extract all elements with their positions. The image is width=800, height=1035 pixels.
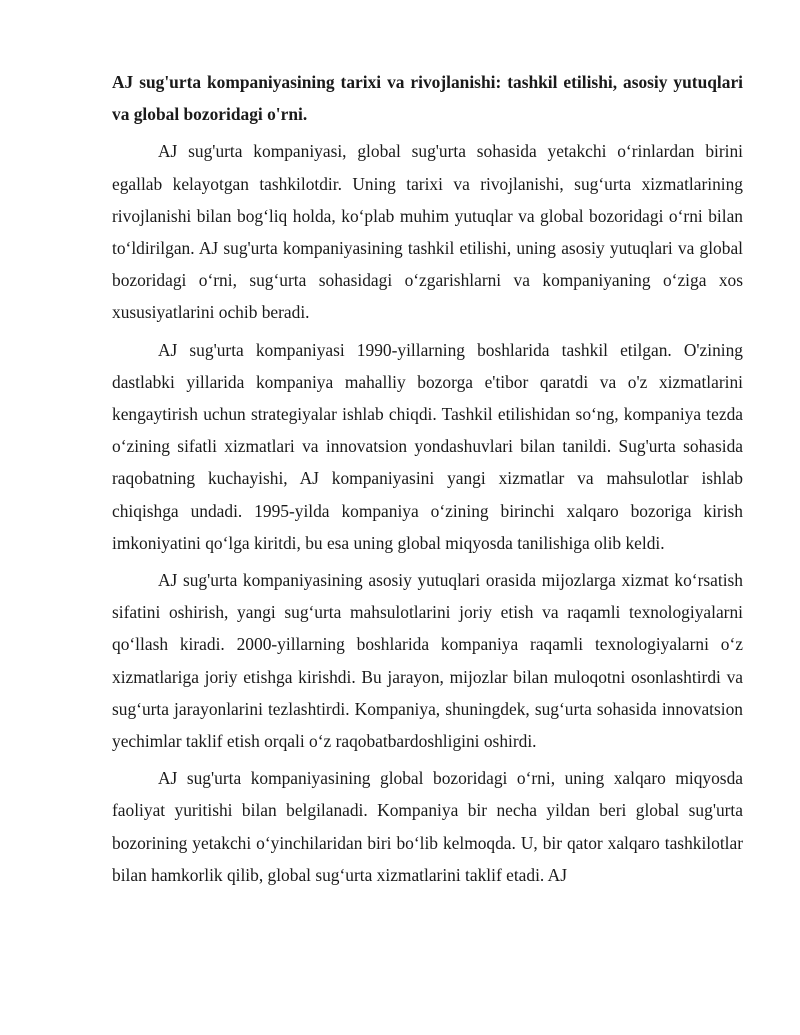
paragraph-global-market: AJ sug'urta kompaniyasining global bozoridagi o‘rni, uning xalqaro miqyosda faoliyat yuritishi bilan belgilanadi. Kompaniya bir necha yildan beri global sug'urta bozorining yetakchi o‘yinchilaridan biri bo‘lib kelmoqda. U, bir qator xalqaro tashkilotlar bilan hamkorlik qilib, global sug‘urta xizmatlarini taklif etadi. AJ — [112, 768, 743, 885]
document-title: AJ sug'urta kompaniyasining tarixi va rivojlanishi: tashkil etilishi, asosiy yutuqlari va global bozoridagi o'rni. — [112, 72, 743, 125]
document-page — [112, 66, 743, 896]
paragraph-founding: AJ sug'urta kompaniyasi 1990-yillarning boshlarida tashkil etilgan. O'zining dastlabki yillarida kompaniya mahalliy bozorga e'tibor qaratdi va o'z xizmatlarini kengaytirish uchun strategiyalar ishlab chiqdi. Tashkil etilishidan so‘ng, kompaniya tezda o‘zining sifatli xizmatlari va innovatsion yondashuvlari bilan tanildi. Sug'urta sohasida raqobatning kuchayishi, AJ kompaniyasini yangi xizmatlar va mahsulotlar ishlab chiqishga undadi. 1995-yilda kompaniya o‘zining birinchi xalqaro bozoriga kirish imkoniyatini qo‘lga kiritdi, bu esa uning global miqyosda tanilishiga olib keldi. — [112, 339, 743, 553]
paragraph-achievements: AJ sug'urta kompaniyasining asosiy yutuqlari orasida mijozlarga xizmat ko‘rsatish sifatini oshirish, yangi sug‘urta mahsulotlarini joriy etish va raqamli texnologiyalarni qo‘llash kiradi. 2000-yillarning boshlarida kompaniya raqamli texnologiyalarni o‘z xizmatlariga joriy etishga kirishdi. Bu jarayon, mijozlar bilan muloqotni osonlashtirdi va sug‘urta jarayonlarini tezlashtirdi. Kompaniya, shuningdek, sug‘urta sohasida innovatsion yechimlar taklif etish orqali o‘z raqobatbardoshligini oshirdi. — [112, 570, 743, 752]
paragraph-intro: AJ sug'urta kompaniyasi, global sug'urta sohasida yetakchi o‘rinlardan birini egallab kelayotgan tashkilotdir. Uning tarixi va rivojlanishi, sug‘urta xizmatlarining rivojlanishi bilan bog‘liq holda, ko‘plab muhim yutuqlar va global bozoridagi o‘rni bilan to‘ldirilgan. AJ sug'urta kompaniyasining tashkil etilishi, uning asosiy yutuqlari va global bozoridagi o‘rni, sug‘urta sohasidagi o‘zgarishlarni va kompaniyaning o‘ziga xos xususiyatlarini ochib beradi. — [112, 141, 743, 323]
